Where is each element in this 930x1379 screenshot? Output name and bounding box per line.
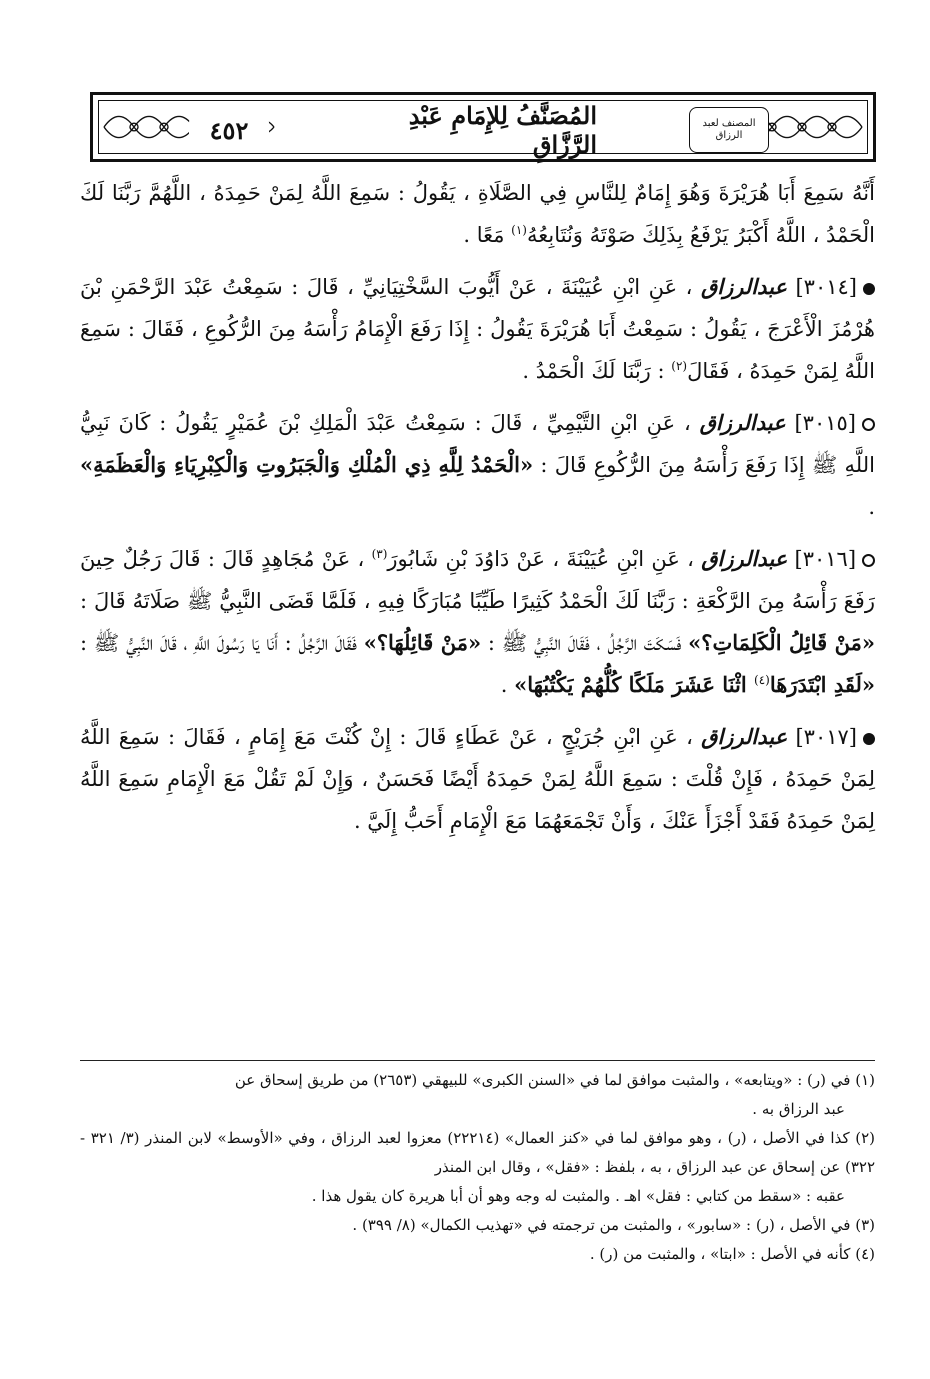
footnote-ref-2[interactable]: (٢) bbox=[671, 359, 688, 373]
hadith-3015 bbox=[80, 402, 875, 528]
paragraph-continuation bbox=[80, 172, 875, 256]
page-header bbox=[90, 92, 876, 162]
paragraph-text: ، عَنِ ابْنِ عُيَيْنَةَ ، عَنْ أَيُّوبَ السَّخْتِيَانِيِّ ، قَالَ : سَمِعْتُ عَبْدَ الرَّحْمَنِ بْنَ هُرْمُزَ الْأَعْرَجَ ، يَقُولُ : سَمِعْتُ أَبَا هُرَيْرَةَ يَقُولُ : إِذَا رَفَعَ الْإِمَامُ رَأْسَهُ مِنَ الرُّكُوعِ ، فَقَالَ : سَمِعَ اللَّهُ لِمَنْ حَمِدَهُ ، فَقَالَ bbox=[80, 275, 875, 383]
footnote-text: في الأصل ، (ر) : «سابور» ، والمثبت من ترجمته في «تهذيب الكمال» (٨/ ٣٩٩) . bbox=[352, 1216, 856, 1234]
footnote-label: (٢) bbox=[855, 1129, 876, 1147]
footnote-ref-3[interactable]: (٣) bbox=[371, 547, 388, 561]
prophetic-text: «لَقَدِ ابْتَدَرَهَا bbox=[769, 672, 875, 697]
paragraph-text: فَسَكَتَ الرَّجُلُ ، فَقَالَ النَّبِيُّ ﷺ : bbox=[481, 631, 689, 655]
paragraph-tail: . bbox=[500, 673, 515, 697]
prophetic-text: «الْحَمْدُ لِلَّهِ ذِي الْمُلْكِ وَالْجَبَرُوتِ وَالْكِبْرِيَاءِ وَالْعَظَمَةِ» bbox=[80, 452, 534, 477]
book-seal: المصنف لعبد الرزاق bbox=[689, 107, 769, 153]
header-frame bbox=[98, 100, 868, 159]
footnote-2 bbox=[80, 1124, 875, 1211]
running-title: المُصَنَّفُ لِلإِمَامِ عَبْدِ الرَّزَّاقِ bbox=[408, 101, 597, 159]
page-number: ٤٥٢ bbox=[189, 107, 269, 153]
footnote-label: (١) bbox=[855, 1071, 875, 1089]
paragraph-text: فَقَالَ الرَّجُلُ : أَنَا يَا رَسُولَ اللَّهِ ، قَالَ النَّبِيُّ ﷺ : bbox=[80, 631, 364, 655]
footnote-ref-1[interactable]: (١) bbox=[511, 223, 527, 237]
author-name: عبدالرزاق bbox=[699, 410, 786, 435]
footnote-text: كأنه في الأصل : «ابتا» ، والمثبت من (ر) . bbox=[589, 1245, 856, 1263]
footnote-text: في (ر) : «ويتابعه» ، والمثبت موافق لما في «السنن الكبرى» للبيهقي (٢٦٥٣) من طريق إسحاق عن bbox=[234, 1071, 856, 1089]
footnote-continuation: عبد الرزاق به . bbox=[752, 1100, 845, 1118]
hadith-number: [٣٠١٦] bbox=[794, 547, 857, 571]
footnote-4 bbox=[80, 1240, 875, 1269]
paragraph-text: ، عَنِ ابْنِ عُيَيْنَةَ ، عَنْ دَاوُدَ بْنِ شَابُورَ bbox=[387, 547, 702, 571]
prophetic-text: «مَنْ قَائِلُ الْكَلِمَاتِ؟» bbox=[688, 630, 875, 655]
paragraph-text: ، عَنِ ابْنِ جُرَيْجٍ ، عَنْ عَطَاءٍ قَالَ : إِنْ كُنْتَ مَعَ إِمَامٍ ، فَقَالَ : سَمِعَ اللَّهُ لِمَنْ حَمِدَهُ ، فَإِنْ قُلْتَ : سَمِعَ اللَّهُ لِمَنْ حَمِدَهُ أَيْضًا فَحَسَنٌ ، وَإِنْ لَمْ تَقُلْ مَعَ الْإِمَامِ سَمِعَ اللَّهُ لِمَنْ حَمِدَهُ فَقَدْ أَجْزَأَ عَنْكَ ، وَأَنْ تَجْمَعَهُمَا مَعَ الْإِمَامِ أَحَبُّ إِلَيَّ . bbox=[80, 725, 875, 833]
paragraph-tail: . bbox=[868, 495, 875, 519]
hadith-3016 bbox=[80, 538, 875, 706]
paragraph-text: ، عَنْ مُجَاهِدٍ قَالَ : قَالَ رَجُلٌ حِينَ رَفَعَ رَأْسَهُ مِنَ الرَّكْعَةِ : رَبَّنَا لَكَ الْحَمْدُ كَثِيرًا طَيِّبًا مُبَارَكًا فِيهِ ، فَلَمَّا قَضَى النَّبِيُّ ﷺ صَلَاتَهُ قَالَ : bbox=[80, 547, 875, 613]
hadith-number: [٣٠١٧] bbox=[795, 725, 857, 749]
footnote-ref-4[interactable]: (٤) bbox=[754, 673, 770, 687]
hadith-3014 bbox=[80, 266, 875, 392]
hadith-number: [٣٠١٤] bbox=[795, 275, 857, 299]
paragraph-text: ، عَنِ ابْنِ التَّيْمِيِّ ، قَالَ : سَمِعْتُ عَبْدَ الْمَلِكِ بْنَ عُمَيْرٍ يَقُولُ : كَانَ نَبِيُّ اللَّهِ ﷺ إِذَا رَفَعَ رَأْسَهُ مِنَ الرُّكُوعِ قَالَ : bbox=[80, 411, 875, 477]
paragraph-text: أَنَّهُ سَمِعَ أَبَا هُرَيْرَةَ وَهُوَ إِمَامٌ لِلنَّاسِ فِي الصَّلَاةِ ، يَقُولُ : سَمِعَ اللَّهُ لِمَنْ حَمِدَهُ ، اللَّهُمَّ رَبَّنَا لَكَ الْحَمْدُ ، اللَّهُ أَكْبَرُ يَرْفَعُ بِذَلِكَ صَوْتَهُ وَنُتَابِعُهُ bbox=[80, 181, 875, 247]
ring-marker-icon bbox=[862, 418, 875, 431]
paragraph-tail: مَعًا . bbox=[463, 223, 512, 247]
main-text bbox=[80, 172, 875, 852]
bullet-marker-icon bbox=[863, 733, 875, 745]
author-name: عبدالرزاق bbox=[701, 724, 788, 749]
prophetic-text: اثْنَا عَشَرَ مَلَكًا كُلُّهُمْ يَكْتُبُهَا» bbox=[514, 672, 755, 697]
footnote-label: (٣) bbox=[855, 1216, 875, 1234]
prophetic-text: «مَنْ قَائِلُهَا؟» bbox=[363, 630, 482, 655]
footnotes bbox=[80, 1066, 875, 1269]
author-name: عبدالرزاق bbox=[700, 274, 787, 299]
footnote-1 bbox=[80, 1066, 875, 1124]
hadith-number: [٣٠١٥] bbox=[794, 411, 856, 435]
footnote-3 bbox=[80, 1211, 875, 1240]
footnote-continuation: عقبه : «سقط من كتابي : فقل» اهـ . والمثبت له وجه وهو أن أبا هريرة كان يقول هذا . bbox=[311, 1187, 845, 1205]
footnote-text: كذا في الأصل ، (ر) ، وهو موافق لما في «كنز العمال» (٢٢٢١٤) معزوا لعبد الرزاق ، وفي «الأوسط» لابن المنذر (٣/ ٣٢١ - ٣٢٢) عن إسحاق عن عبد الرزاق ، به ، بلفظ : «فقل» ، وقال ابن المنذر bbox=[80, 1129, 875, 1176]
ring-marker-icon bbox=[862, 554, 875, 567]
paragraph-tail: : رَبَّنَا لَكَ الْحَمْدُ . bbox=[522, 359, 672, 383]
author-name: عبدالرزاق bbox=[701, 546, 788, 571]
hadith-3017 bbox=[80, 716, 875, 842]
bullet-marker-icon bbox=[863, 283, 875, 295]
footnote-label: (٤) bbox=[855, 1245, 875, 1263]
footnote-divider bbox=[80, 1060, 875, 1061]
